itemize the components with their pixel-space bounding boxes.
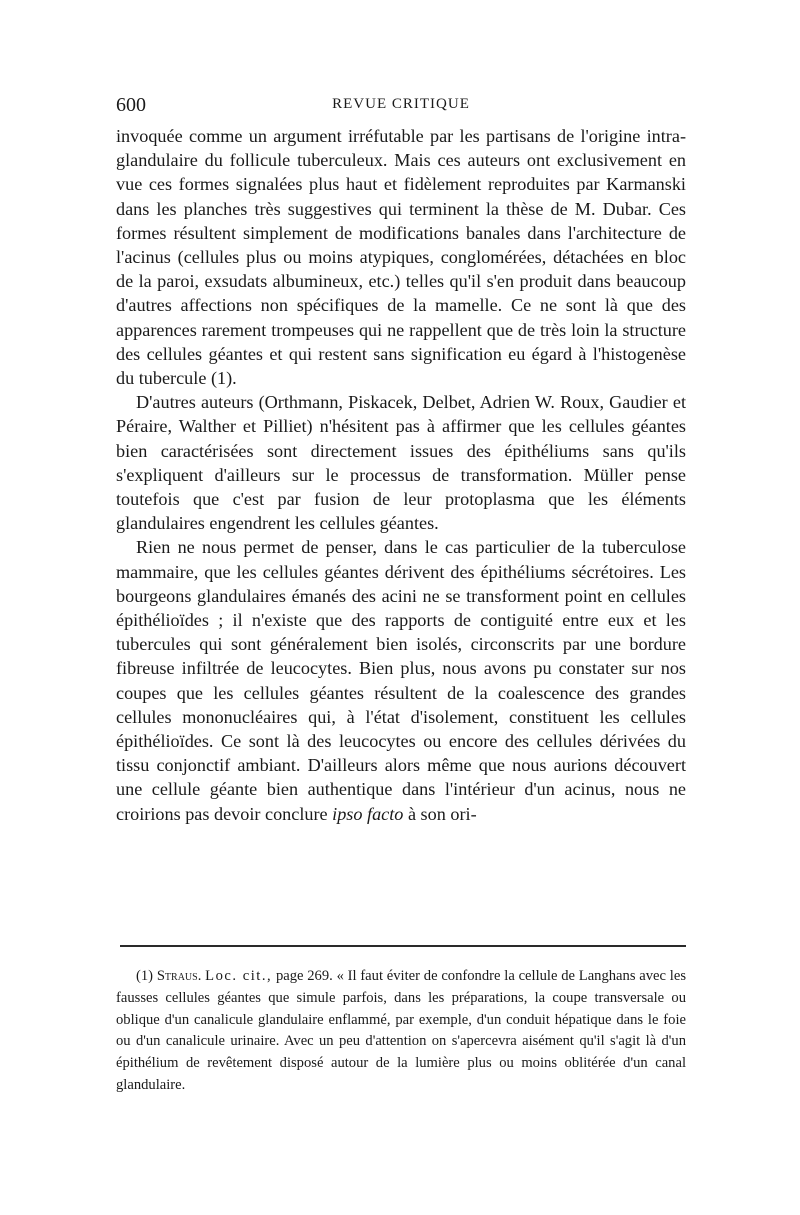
paragraph-3	[116, 535, 686, 825]
running-head	[116, 94, 686, 124]
footnote-text	[116, 966, 686, 1097]
body-text	[116, 124, 686, 826]
paragraph-1: invoquée comme un argument irréfutable par les partisans de l'origine intra-glandulaire du follicule tuberculeux. Mais ces auteurs ont exclusivement en vue ces formes signalées plus haut et fidèlement reproduites par Karmanski dans les planches très suggestives qui terminent la thèse de M. Dubar. Ces formes résultent simplement de modifications banales dans l'architecture de l'acinus (cellules plus ou moins atypiques, conglomérées, détachées en bloc de la paroi, exsudats albumineux, etc.) telles qu'il s'en produit dans beaucoup d'autres affections non spécifiques de la mamelle. Ce ne sont là que des apparences rarement trompeuses qui ne rappellent que de très loin la structure des cellules géantes et qui restent sans signification eu égard à l'histogenèse du tubercule (1).	[116, 126, 686, 389]
footnote-rule	[120, 945, 686, 947]
footnote-loc-cit: Loc. cit.,	[205, 968, 273, 984]
footnote	[116, 966, 686, 1097]
footnote-author: Straus.	[156, 968, 202, 984]
page-content	[116, 94, 686, 826]
paragraph-3-text: Rien ne nous permet de penser, dans le cas particulier de la tuberculose mammaire, que les cellules géantes dérivent des épithéliums sécrétoires. Les bourgeons glandulaires émanés des acini ne se transforment point en cellules épithélioïdes ; il n'existe que des rapports de contiguité entre eux et les tubercules qui sont généralement bien isolés, circonscrits par une bordure fibreuse infiltrée de leucocytes. Bien plus, nous avons pu constater sur nos coupes que les cellules géantes résultent de la coalescence des grandes cellules mononucléaires qui, à l'état d'isolement, constituent les cellules épithélioïdes. Ce sont là des leucocytes ou encore des cellules dérivées du tissu conjonctif ambiant. D'ailleurs alors même que nous aurions découvert une cellule géante bien authentique dans l'intérieur d'un acinus, nous ne croirions pas devoir conclure	[116, 537, 686, 824]
running-title: REVUE CRITIQUE	[332, 96, 470, 112]
page-number: 600	[116, 94, 146, 116]
footnote-quote: page 269. « Il faut éviter de confondre la cellule de Langhans avec les fausses cellules géantes que simule parfois, dans les préparations, la coupe transversale ou oblique d'un canalicule glandulaire enflammé, par exemple, d'un conduit hépatique dans le foie ou d'un canalicule urinaire. Avec un peu d'attention on s'apercevra aisément qu'il s'agit là d'un épithélium de revêtement disposé autour de la lumière plus ou moins oblitérée d'un canal glandulaire.	[116, 968, 686, 1093]
footnote-marker: (1)	[136, 968, 154, 984]
ipso-facto-phrase: ipso facto	[332, 803, 404, 824]
paragraph-2: D'autres auteurs (Orthmann, Piskacek, Delbet, Adrien W. Roux, Gaudier et Péraire, Walther et Pilliet) n'hésitent pas à affirmer que les cellules géantes bien caractérisées sont directement issues des épithéliums sans qu'ils s'expliquent d'ailleurs sur le processus de transformation. Müller pense toutefois que c'est par fusion de leur protoplasma que les éléments glandulaires engendrent les cellules géantes.	[116, 392, 686, 534]
paragraph-3-end: à son ori-	[407, 803, 477, 824]
